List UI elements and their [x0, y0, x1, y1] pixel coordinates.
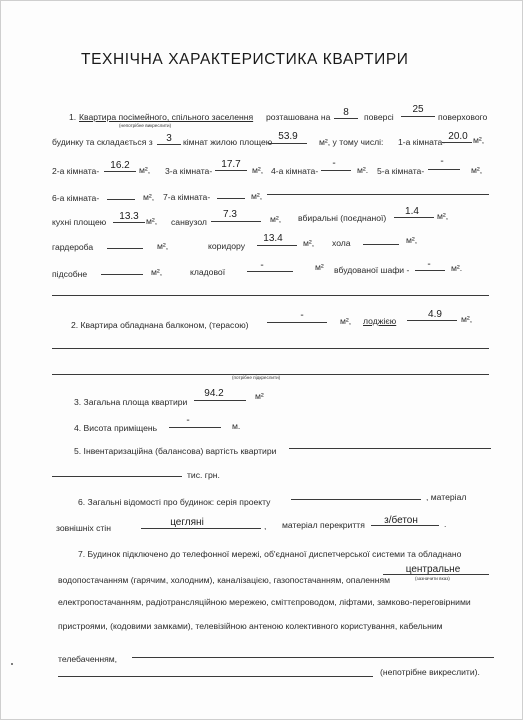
toilet-unit: м²,	[437, 211, 449, 221]
s7-line-2: водопостачанням (гарячим, холодним), каналізацією, газопостачанням, опаленням	[58, 575, 391, 585]
room7-line	[217, 198, 245, 199]
s7-line-6-blank	[58, 676, 373, 677]
s7-line-1: 7. Будинок підключено до телефонної мережі, об'єднаної диспетчерської системи та обладнано	[78, 549, 462, 559]
floors-line	[401, 116, 435, 117]
walls-value: цегляні	[170, 517, 204, 528]
s7-line-4: пристроями, (кодовими замками), телевізійною антеною колективного користування, кабельним	[58, 621, 443, 631]
room5-line	[428, 169, 460, 170]
floor-label: поверсі	[364, 112, 394, 122]
storage-value: -	[260, 260, 264, 271]
room2-unit: м²,	[139, 165, 151, 175]
s7-strike-note: (непотрібне викреслити).	[380, 667, 480, 677]
walls-line	[141, 528, 261, 529]
s5-line-2	[52, 476, 182, 477]
room1-unit: м²,	[473, 135, 485, 145]
kitchen-value: 13.3	[119, 211, 139, 222]
bathroom-unit: м²,	[270, 214, 282, 224]
utility-unit: м²,	[151, 267, 163, 277]
s2-balcony-label: 2. Квартира обладнана балконом, (терасою)	[71, 320, 249, 330]
slab-value: з/бетон	[384, 515, 418, 526]
loggia-unit: м²,	[461, 314, 473, 324]
s1-apartment-type: Квартира посімейного, спільного заселення	[79, 112, 254, 122]
height-line	[169, 427, 221, 428]
total-area-value: 94.2	[204, 388, 224, 399]
wardrobe-unit: м²,	[157, 241, 169, 251]
hall-label: хола	[332, 238, 351, 248]
height-unit: м.	[232, 421, 241, 431]
s2-line-1	[52, 348, 489, 349]
form-title: ТЕХНІЧНА ХАРАКТЕРИСТИКА КВАРТИРИ	[81, 51, 409, 68]
s6-series-line	[291, 499, 421, 500]
loggia-line	[407, 320, 457, 321]
corridor-unit: м²,	[303, 238, 315, 248]
kitchen-label: кухні площею	[52, 217, 107, 227]
heating-value: центральне	[405, 564, 461, 575]
total-area-unit: м²	[255, 391, 264, 401]
room3-label: 3-а кімната-	[165, 166, 213, 176]
s4-height-label: 4. Висота приміщень	[74, 423, 158, 433]
slab-line	[371, 525, 439, 526]
toilet-label: вбиральні (поєднаної)	[298, 213, 387, 223]
floor-line	[334, 118, 358, 119]
room7-extra-line	[267, 194, 489, 195]
height-value: -	[186, 415, 190, 426]
s6-material-label: , матеріал	[426, 492, 467, 502]
balcony-line	[267, 322, 327, 323]
s6-comma: ,	[264, 521, 267, 531]
room6-unit: м²,	[143, 192, 155, 202]
room7-label: 7-а кімната-	[163, 192, 211, 202]
corridor-label: коридору	[208, 241, 245, 251]
s6-slab-label: матеріал перекриття	[282, 520, 365, 530]
builtin-label: вбудованої шафи -	[334, 265, 410, 275]
balcony-value: -	[300, 310, 304, 321]
room7-unit: м²,	[251, 191, 263, 201]
s1-located-label: розташована на	[266, 112, 331, 122]
storage-label: кладової	[190, 267, 226, 277]
rooms-value: 3	[166, 133, 172, 144]
s7-line-3: електропостачанням, радіотрансляційною мережею, сміттєпроводом, ліфтами, замково-переговірними	[58, 597, 471, 607]
living-label: кімнат жилою площею	[183, 137, 273, 147]
storage-line	[247, 271, 293, 272]
s5-unit: тис. грн.	[187, 470, 220, 480]
kitchen-unit: м²,	[146, 216, 158, 226]
room5-value: -	[440, 156, 444, 167]
toilet-line	[394, 217, 434, 218]
floor-value: 8	[343, 107, 349, 118]
floors-label: поверхового	[438, 112, 488, 122]
scan-speck	[11, 663, 13, 665]
room6-line	[107, 199, 135, 200]
room2-label: 2-а кімната-	[52, 166, 100, 176]
loggia-label: лоджією	[363, 316, 397, 326]
room2-value: 16.2	[110, 160, 130, 171]
floors-value: 25	[412, 104, 424, 115]
wardrobe-line	[107, 248, 143, 249]
room1-line	[442, 142, 472, 143]
bathroom-line	[211, 221, 261, 222]
heating-line	[383, 574, 489, 575]
room4-line	[321, 170, 351, 171]
bathroom-value: 7.3	[223, 209, 237, 220]
s3-total-area-label: 3. Загальна площа квартири	[74, 397, 188, 407]
heating-note: (зазначити вказ)	[415, 576, 450, 581]
room6-label: 6-а кімната-	[52, 193, 100, 203]
s5-line-1	[289, 448, 491, 449]
kitchen-line	[113, 222, 145, 223]
room2-line	[104, 171, 136, 172]
room4-label: 4-а кімната-	[271, 166, 319, 176]
s1-bottom-line	[52, 295, 489, 296]
room1-value: 20.0	[448, 131, 468, 142]
corridor-value: 13.4	[263, 233, 283, 244]
s7-line-5-blank	[132, 657, 494, 658]
s6-period: .	[444, 519, 447, 529]
s1-number: 1.	[69, 112, 77, 122]
utility-label: підсобне	[52, 269, 88, 279]
rooms-line	[157, 144, 181, 145]
balcony-unit: м²,	[340, 316, 352, 326]
utility-line	[101, 274, 143, 275]
room5-label: 5-а кімната-	[377, 166, 425, 176]
s7-line-5: телебаченням,	[58, 654, 118, 664]
room1-label: 1-а кімната-	[398, 137, 446, 147]
hall-line	[363, 244, 399, 245]
storage-unit: м²	[315, 262, 324, 272]
builtin-unit: м².	[451, 263, 463, 273]
s6-label: 6. Загальні відомості про будинок: серія проекту	[78, 497, 271, 507]
wardrobe-label: гардероба	[52, 242, 94, 252]
room5-unit: м²,	[471, 165, 483, 175]
s6-walls-label: зовнішніх стін	[56, 523, 111, 533]
room3-line	[215, 170, 247, 171]
s5-value-label: 5. Інвентаризаційна (балансова) вартість квартири	[74, 446, 277, 456]
living-value: 53.9	[278, 131, 298, 142]
s1-strike-note: (непотрібне викреслити)	[119, 123, 172, 128]
room3-value: 17.7	[221, 159, 241, 170]
toilet-value: 1.4	[405, 206, 419, 217]
hall-unit: м²,	[406, 235, 418, 245]
builtin-line	[415, 270, 445, 271]
bathroom-label: санвузол	[171, 217, 207, 227]
s2-underline-note: (потрібне підкреслити)	[232, 375, 281, 380]
living-line	[269, 143, 307, 144]
room4-unit: м².	[357, 165, 369, 175]
total-area-line	[194, 400, 246, 401]
living-unit: м², у тому числі:	[319, 137, 384, 147]
room4-value: -	[332, 158, 336, 169]
loggia-value: 4.9	[428, 309, 442, 320]
room3-unit: м²,	[252, 165, 264, 175]
rooms-label: будинку та складається з	[52, 137, 153, 147]
corridor-line	[257, 245, 297, 246]
builtin-value: -	[427, 259, 431, 270]
